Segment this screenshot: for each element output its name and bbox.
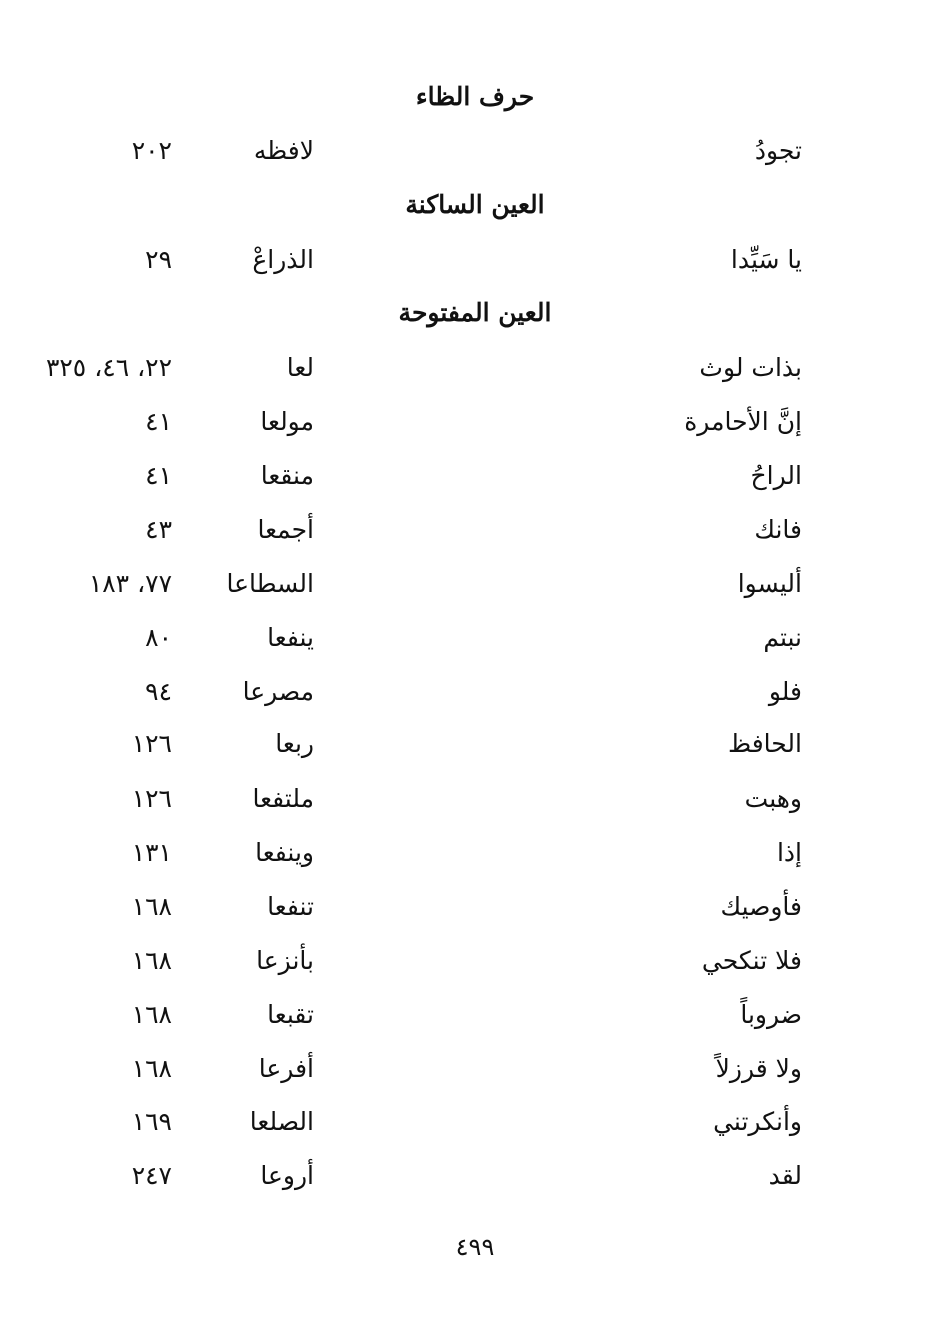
opening-word: إذا [776,838,802,867]
opening-word: فأوصيك [720,892,802,921]
rhyme-word: الذراعْ [252,245,314,274]
section-heading: العين الساكنة [405,190,545,219]
rhyme-word: السطاعا [226,569,314,598]
page-refs: ١٦٨ [131,946,172,975]
index-row [0,621,950,655]
rhyme-word: منقعا [260,461,314,490]
page-refs: ١٦٨ [131,1054,172,1083]
index-row [0,243,950,277]
page-refs: ١٦٨ [131,1000,172,1029]
page-refs: ١٦٩ [131,1107,172,1136]
rhyme-word: ربعا [275,729,314,758]
opening-word: تجودُ [754,136,802,165]
index-row [0,890,950,924]
index-row [0,1052,950,1086]
page-number: ٤٩٩ [455,1233,495,1261]
opening-word: نبتم [763,623,802,652]
index-row [0,351,950,385]
index-row [0,998,950,1032]
page-refs: ٢٠٢ [131,136,172,165]
page-refs: ٤١ [145,461,172,490]
index-row [0,513,950,547]
index-row [0,459,950,493]
rhyme-word: تقبعا [267,1000,314,1029]
opening-word: فلا تنكحي [701,946,802,975]
opening-word: لقد [768,1161,802,1190]
index-row [0,567,950,601]
opening-word: الحافظ [728,729,802,758]
index-row [0,405,950,439]
page-refs: ٢٤٧ [131,1161,172,1190]
index-row [0,675,950,709]
opening-word: الراحُ [750,461,802,490]
opening-word: فلو [768,677,802,706]
opening-word: يا سَيِّدا [730,245,802,274]
page-refs: ٢٢، ٤٦، ٣٢٥ [45,353,172,382]
rhyme-word: تنفعا [267,892,314,921]
opening-word: وهبت [744,784,802,813]
page-refs: ١٣١ [131,838,172,867]
index-row [0,836,950,870]
page-refs: ١٢٦ [131,784,172,813]
index-row [0,782,950,816]
opening-word: ضروباً [740,1000,802,1029]
opening-word: وأنكرتني [713,1107,802,1136]
rhyme-word: أروعا [260,1161,314,1190]
index-row [0,944,950,978]
section-heading: العين المفتوحة [398,298,552,327]
page-refs: ٢٩ [145,245,172,274]
index-row [0,1159,950,1193]
opening-word: بذات لوث [699,353,802,382]
rhyme-word: ملتفعا [252,784,314,813]
rhyme-word: بأنزعا [256,946,314,975]
rhyme-word: مصرعا [242,677,314,706]
index-row [0,1105,950,1139]
page-refs: ٤٣ [145,515,172,544]
section-heading: حرف الظاء [415,82,535,111]
rhyme-word: أفرعا [258,1054,314,1083]
rhyme-word: لعا [286,353,314,382]
page-refs: ٨٠ [145,623,172,652]
page-refs: ٤١ [145,407,172,436]
index-row [0,727,950,761]
rhyme-word: أجمعا [257,515,314,544]
rhyme-word: الصلعا [249,1107,314,1136]
page-refs: ١٦٨ [131,892,172,921]
rhyme-word: ينفعا [267,623,314,652]
opening-word: ولا قرزلاً [715,1054,802,1083]
rhyme-word: لافظه [253,136,314,165]
opening-word: فانك [754,515,802,544]
opening-word: إنَّ الأحامرة [684,407,802,436]
opening-word: أليسوا [737,569,802,598]
index-row [0,134,950,168]
page-refs: ٧٧، ١٨٣ [88,569,172,598]
rhyme-word: مولعا [260,407,314,436]
page-refs: ٩٤ [145,677,172,706]
rhyme-word: وينفعا [255,838,314,867]
page-refs: ١٢٦ [131,729,172,758]
